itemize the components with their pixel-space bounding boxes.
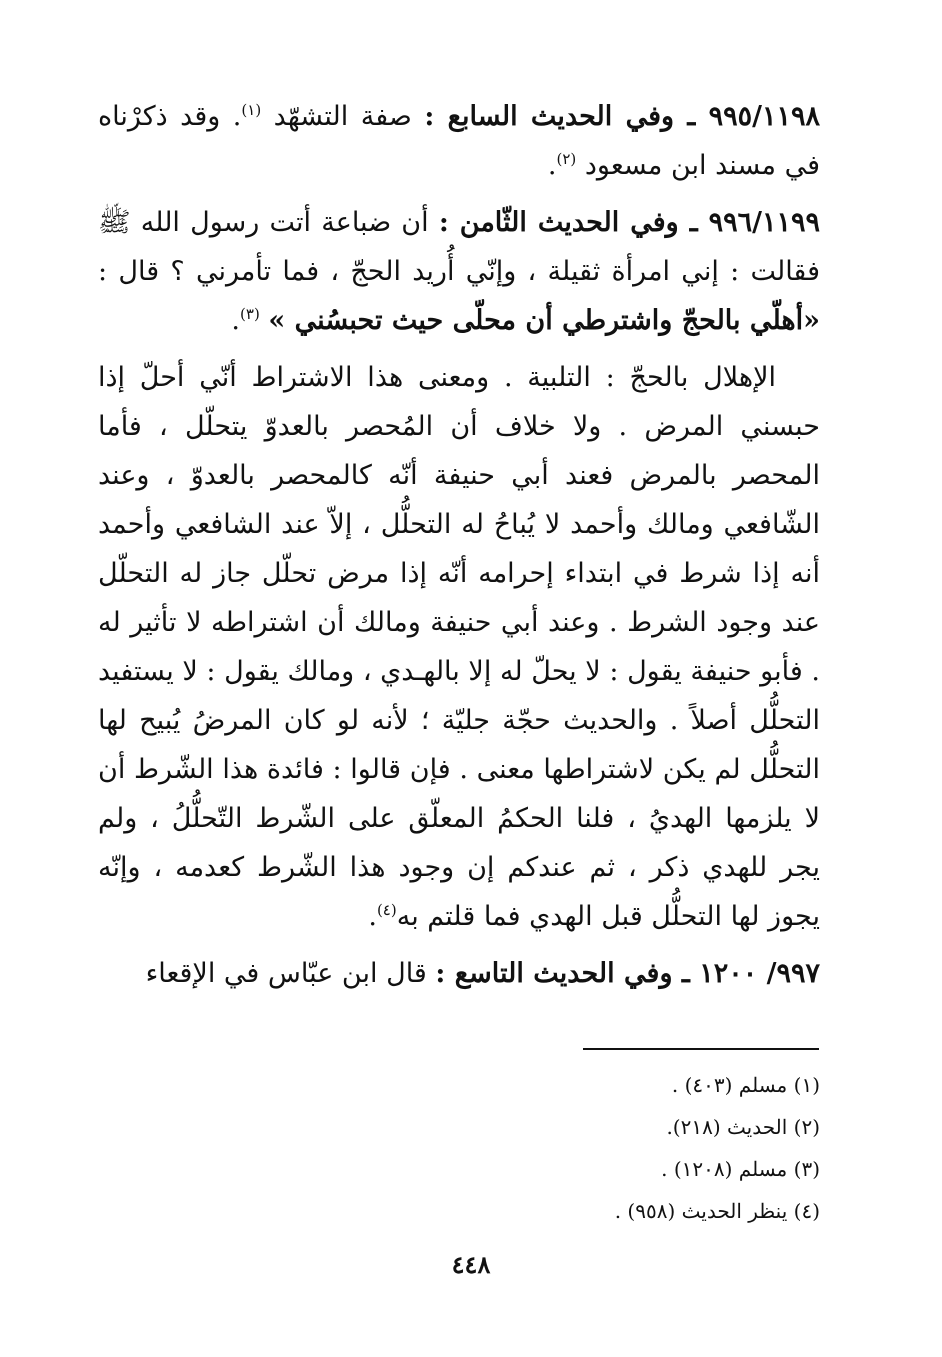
footnote-ref: (١) [241,101,262,119]
page-number: ٤٤٨ [451,1250,491,1279]
footnote: (٢) الحديث (٢١٨). [666,1115,820,1139]
footnote-divider [583,1048,819,1050]
footnote: (٣) مسلم (١٢٠٨) . [661,1157,820,1181]
footnote-ref: (٤) [376,901,397,919]
commentary [98,353,820,941]
footnote-ref: (٢) [556,150,577,168]
hadith-995 [98,92,820,190]
hadith-text: أن ضباعة أتت رسول الله ﷺ فقالت : إني امرأة ثقيلة ، وإنّي أُريد الحجّ ، فما تأمرني ؟ قال : [98,207,820,287]
commentary-end: . [368,901,377,932]
prophetic-quote: «أهلّي بالحجّ واشترطي أن محلّى حيث تحبسُني » [268,305,820,336]
hadith-text-end: . [547,150,557,181]
hadith-997 [98,949,820,998]
hadith-text: قال ابن عبّاس في الإقعاء [145,958,436,989]
footnote: (١) مسلم (٤٠٣) . [671,1073,820,1097]
main-text [98,92,820,1006]
footnote-ref: (٣) [240,305,260,323]
footnotes [420,1064,820,1232]
hadith-heading: ٩٩٥/١١٩٨ ـ وفي الحديث السابع : [424,101,820,132]
hadith-text: . وقد ذكرْناه في مسند ابن مسعود [98,101,820,181]
hadith-text-end: . [231,305,241,336]
hadith-996 [98,198,820,345]
commentary-text: الإهلال بالحجّ : التلبية . ومعنى هذا الاشتراط أنّي أحلّ إذا حبسني المرض . ولا خلاف أن المُحصر بالعدوّ يتحلّل ، فأما المحصر بالمرض فعند أبي حنيفة أنّه كالمحصر بالعدوّ ، وعند الشّافعي ومالك وأحمد لا يُباحُ له التحلُّل ، إلاّ عند الشافعي وأحمد أنه إذا شرط في ابتداء إحرامه أنّه إذا مرض تحلّل جاز له التحلّل عند وجود الشرط . وعند أبي حنيفة ومالك أن اشتراطه لا تأثير له . فأبو حنيفة يقول : لا يحلّ له إلا بالهـدي ، ومالك يقول : لا يستفيد التحلُّل أصلاً . والحديث حجّة جليّة ؛ لأنه لو كان المرضُ يُبيح لها التحلُّل لم يكن لاشتراطها معنى . فإن قالوا : فائدة هذا الشّرط أن لا يلزمها الهديُ ، فلنا الحكمُ المعلّق على الشّرط التّحلُّلُ ، ولم يجر للهدي ذكر ، ثم عندكم إن وجود هذا الشّرط كعدمه ، وإنّه يجوز لها التحلُّل قبل الهدي فما قلتم به [98,362,820,932]
hadith-text: صفة التشهّد [261,101,425,132]
footnote: (٤) ينظر الحديث (٩٥٨) . [614,1199,820,1223]
hadith-heading: ٩٩٧/ ١٢٠٠ ـ وفي الحديث التاسع : [435,958,820,989]
hadith-heading: ٩٩٦/١١٩٩ ـ وفي الحديث الثّامن : [438,207,820,238]
